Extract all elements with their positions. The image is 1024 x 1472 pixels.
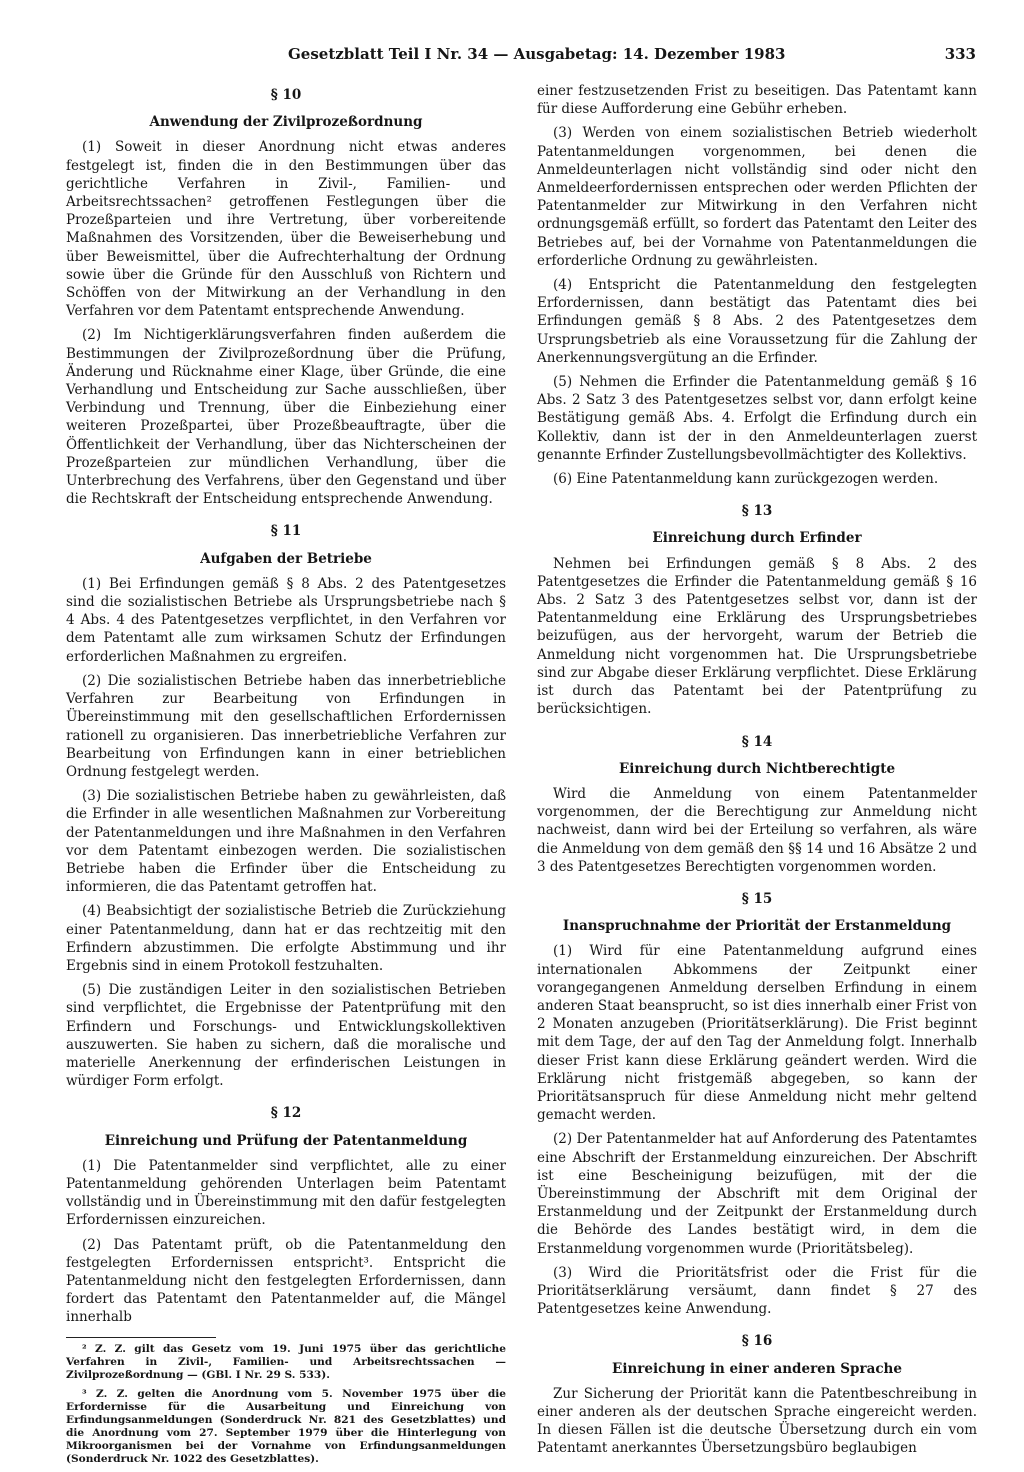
paragraph: Zur Sicherung der Priorität kann die Patentbeschreibung in einer anderen als der deutschen Sprache eingereicht werden. In diesen Fällen ist die deutsche Übersetzung durch ein vom Patentamt anerkanntes Übersetzungsbüro beglaubigen [537,1385,977,1457]
paragraph: Nehmen bei Erfindungen gemäß § 8 Abs. 2 des Patentgesetzes die Erfinder die Patentanmeldung gemäß § 16 Abs. 2 Satz 3 des Patentgesetzes selbst vor, dann ist der Patentanmeldung eine Erklärung des Ursprungsbetriebes beizufügen, aus der hervorgeht, warum der Betrieb die Anmeldung nicht vorgenommen hat. Die Ursprungsbetriebe sind zur Abgabe dieser Erklärung verpflichtet. Diese Erklärung ist durch das Patentamt bei der Patentprüfung zu berücksichtigen. [537,555,977,718]
paragraph: (5) Die zuständigen Leiter in den sozialistischen Betrieben sind verpflichtet, die Ergebnisse der Patentprüfung mit den Erfindern und Forschungs- und Entwicklungskollektiven auszuwerten. Sie haben zu sichern, daß die moralische und materielle Anerkennung der erfinderischen Leistungen in würdiger Form erfolgt. [66,982,506,1090]
page-number: 333 [944,45,976,63]
footnote-2: ² Z. Z. gilt das Gesetz vom 19. Juni 1975 über das gerichtliche Verfahren in Zivil-, Familien- und Arbeitsrechtssachen — Zivilprozeßordnung — (GBl. I Nr. 29 S. 533). [66,1342,506,1381]
section-heading-10: Anwendung der Zivilprozeßordnung [149,114,423,131]
paragraph: Wird die Anmeldung von einem Patentanmelder vorgenommen, der die Berechtigung zur Anmeldung nicht nachweist, dann wird bei der Erteilung so verfahren, als wäre die Anmeldung von dem gemäß den §§ 14 und 16 Absätze 2 und 3 des Patentgesetzes Berechtigten vorgenommen worden. [537,785,977,875]
paragraph: (6) Eine Patentanmeldung kann zurückgezogen werden. [553,471,939,488]
paragraph: (3) Werden von einem sozialistischen Betrieb wiederholt Patentanmeldungen vorgenommen, bei denen die Anmeldeunterlagen nicht vollständig sind oder nicht den Anmeldeerfordernissen entsprechen oder werden Pflichten der Patentanmelder zur Mitwirkung in den Verfahren nicht ordnungsgemäß erfüllt, so fordert das Patentamt den Leiter des Betriebes auf, bei der Vornahme von Patentanmeldungen die erforderliche Ordnung zu gewährleisten. [537,125,977,269]
section-number-15: § 15 [741,890,773,907]
section-number-12: § 12 [270,1105,302,1122]
paragraph: (2) Das Patentamt prüft, ob die Patentanmeldung den festgelegten Erfordernissen entspricht³. Entspricht die Patentanmeldung nicht den festgelegten Erfordernissen, dann fordert das Patentamt den Patentanmelder auf, die Mängel innerhalb [66,1236,506,1326]
paragraph: (1) Soweit in dieser Anordnung nicht etwas anderes festgelegt ist, finden die in den Bestimmungen über das gerichtliche Verfahren in Zivil-, Familien- und Arbeitsrechtssachen² getroffenen Festlegungen über die Prozeßparteien und ihre Vertretung, über vorbereitende Maßnahmen des Vorsitzenden, über die Beweiserhebung und über Beweismittel, über die Aufrechterhaltung der Ordnung sowie über die Gründe für den Ausschluß von Richtern und Schöffen von der Mitwirkung an der Verhandlung in den Verfahren vor dem Patentamt entsprechende Anwendung. [66,139,506,320]
right-column [537,82,977,1464]
footnote-divider [66,1337,216,1338]
section-number-16: § 16 [741,1333,773,1350]
paragraph: (2) Im Nichtigerklärungsverfahren finden außerdem die Bestimmungen der Zivilprozeßordnung über die Prüfung, Änderung und Rücknahme einer Klage, über Gründe, die eine Verhandlung und Entscheidung zur Sache ausschließen, über Verbindung und Trennung, über die Einbeziehung einer weiteren Prozeßpartei, über Prozeßbeauftragte, über die Öffentlichkeit der Verhandlung, über das Nichterscheinen der Prozeßparteien zur mündlichen Verhandlung, über die Unterbrechung des Verfahrens, über den Gegenstand und über die Rechtskraft der Entscheidung entsprechende Anwendung. [66,327,506,508]
section-heading-14: Einreichung durch Nichtberechtigte [618,760,896,777]
paragraph: (1) Wird für eine Patentanmeldung aufgrund eines internationalen Abkommens der Zeitpunkt einer vorangegangenen Anmeldung derselben Erfindung in einem anderen Staat beansprucht, so ist dies innerhalb einer Frist von 2 Monaten anzugeben (Prioritätserklärung). Die Frist beginnt mit dem Tage, der auf den Tag der Anmeldung folgt. Innerhalb dieser Frist kann diese Erklärung geändert werden. Wird die Erklärung nicht fristgemäß abgegeben, so kann der Prioritätsanspruch für diese Anmeldung nicht mehr geltend gemacht werden. [537,943,977,1124]
section-heading-11: Aufgaben der Betriebe [200,550,372,567]
paragraph: (4) Entspricht die Patentanmeldung den festgelegten Erfordernissen, dann bestätigt das Patentamt dies bei Erfindungen gemäß § 8 Abs. 2 des Patentgesetzes dem Ursprungsbetrieb als eine Voraussetzung für die Zahlung der Anerkennungsvergütung an die Erfinder. [537,277,977,366]
section-number-14: § 14 [741,733,773,750]
section-number-13: § 13 [741,503,773,520]
section-heading-12: Einreichung und Prüfung der Patentanmeldung [104,1132,468,1149]
footnote-3: ³ Z. Z. gelten die Anordnung vom 5. November 1975 über die Erfordernisse für die Ausarbeitung und Einreichung von Erfindungsanmeldungen (Sonderdruck Nr. 821 des Gesetzblattes) und die Anordnung vom 27. September 1979 über die Hinterlegung von Mikroorganismen bei der Vornahme von Erfindungsanmeldungen (Sonderdruck Nr. 1022 des Gesetzblattes). [66,1387,506,1465]
page-header [0,40,1024,66]
paragraph: (2) Die sozialistischen Betriebe haben das innerbetriebliche Verfahren zur Bearbeitung von Erfindungen in Übereinstimmung mit den gesellschaftlichen Erfordernissen rationell zu organisieren. Das innerbetriebliche Verfahren zur Bearbeitung von Erfindungen kann in einer betrieblichen Ordnung festgelegt werden. [66,672,506,780]
paragraph: (1) Bei Erfindungen gemäß § 8 Abs. 2 des Patentgesetzes sind die sozialistischen Betriebe als Ursprungsbetriebe nach § 4 Abs. 4 des Patentgesetzes verpflichtet, in den Verfahren vor dem Patentamt alle zum wirksamen Schutz der Erfindungen erforderlichen Maßnahmen zu ergreifen. [66,575,506,665]
section-heading-13: Einreichung durch Erfinder [652,530,862,547]
paragraph-continuation: einer festzusetzenden Frist zu beseitigen. Das Patentamt kann für diese Aufforderung eine Gebühr erheben. [537,83,977,118]
section-number-10: § 10 [270,87,302,103]
paragraph: (1) Die Patentanmelder sind verpflichtet, alle zu einer Patentanmeldung gehörenden Unterlagen beim Patentamt vollständig und in Übereinstimmung mit den dafür festgelegten Erfordernissen einzureichen. [66,1157,506,1229]
gazette-title: Gesetzblatt Teil I Nr. 34 — Ausgabetag: 14. Dezember 1983 [288,45,786,63]
paragraph: (2) Der Patentanmelder hat auf Anforderung des Patentamtes eine Abschrift der Erstanmeldung einzureichen. Der Abschrift ist eine Bescheinigung beizufügen, mit der die Übereinstimmung der Abschrift mit dem Original der Erstanmeldung und der Zeitpunkt der Erstanmeldung durch die Behörde des Landes bestätigt wird, in dem die Erstanmeldung vorgenommen wurde (Prioritätsbeleg). [537,1131,977,1257]
section-heading-15: Inanspruchnahme der Priorität der Erstanmeldung [562,918,952,935]
section-heading-16: Einreichung in einer anderen Sprache [612,1360,902,1377]
paragraph: (3) Wird die Prioritätsfrist oder die Frist für die Prioritätserklärung versäumt, dann findet § 27 des Patentgesetzes keine Anwendung. [537,1264,977,1318]
paragraph: (4) Beabsichtigt der sozialistische Betrieb die Zurückziehung einer Patentanmeldung, dann hat er das rechtzeitig mit den Erfindern abzustimmen. Die erfolgte Abstimmung und ihr Ergebnis sind in einem Protokoll festzuhalten. [66,903,506,974]
paragraph: (5) Nehmen die Erfinder die Patentanmeldung gemäß § 16 Abs. 2 Satz 3 des Patentgesetzes selbst vor, dann erfolgt keine Bestätigung gemäß Abs. 4. Erfolgt die Erfindung durch ein Kollektiv, dann ist der in den Anmeldeunterlagen zuerst genannte Erfinder Zustellungsbevollmächtigter des Kollektivs. [537,374,977,463]
paragraph: (3) Die sozialistischen Betriebe haben zu gewährleisten, daß die Erfinder in alle wesentlichen Maßnahmen zur Vorbereitung der Patentanmeldungen und ihre Maßnahmen in den Verfahren vor dem Patentamt einbezogen werden. Die sozialistischen Betriebe haben die Erfinder über die Entscheidung zu informieren, die das Patentamt getroffen hat. [66,788,506,896]
left-column [66,82,506,1472]
section-number-11: § 11 [270,523,302,540]
